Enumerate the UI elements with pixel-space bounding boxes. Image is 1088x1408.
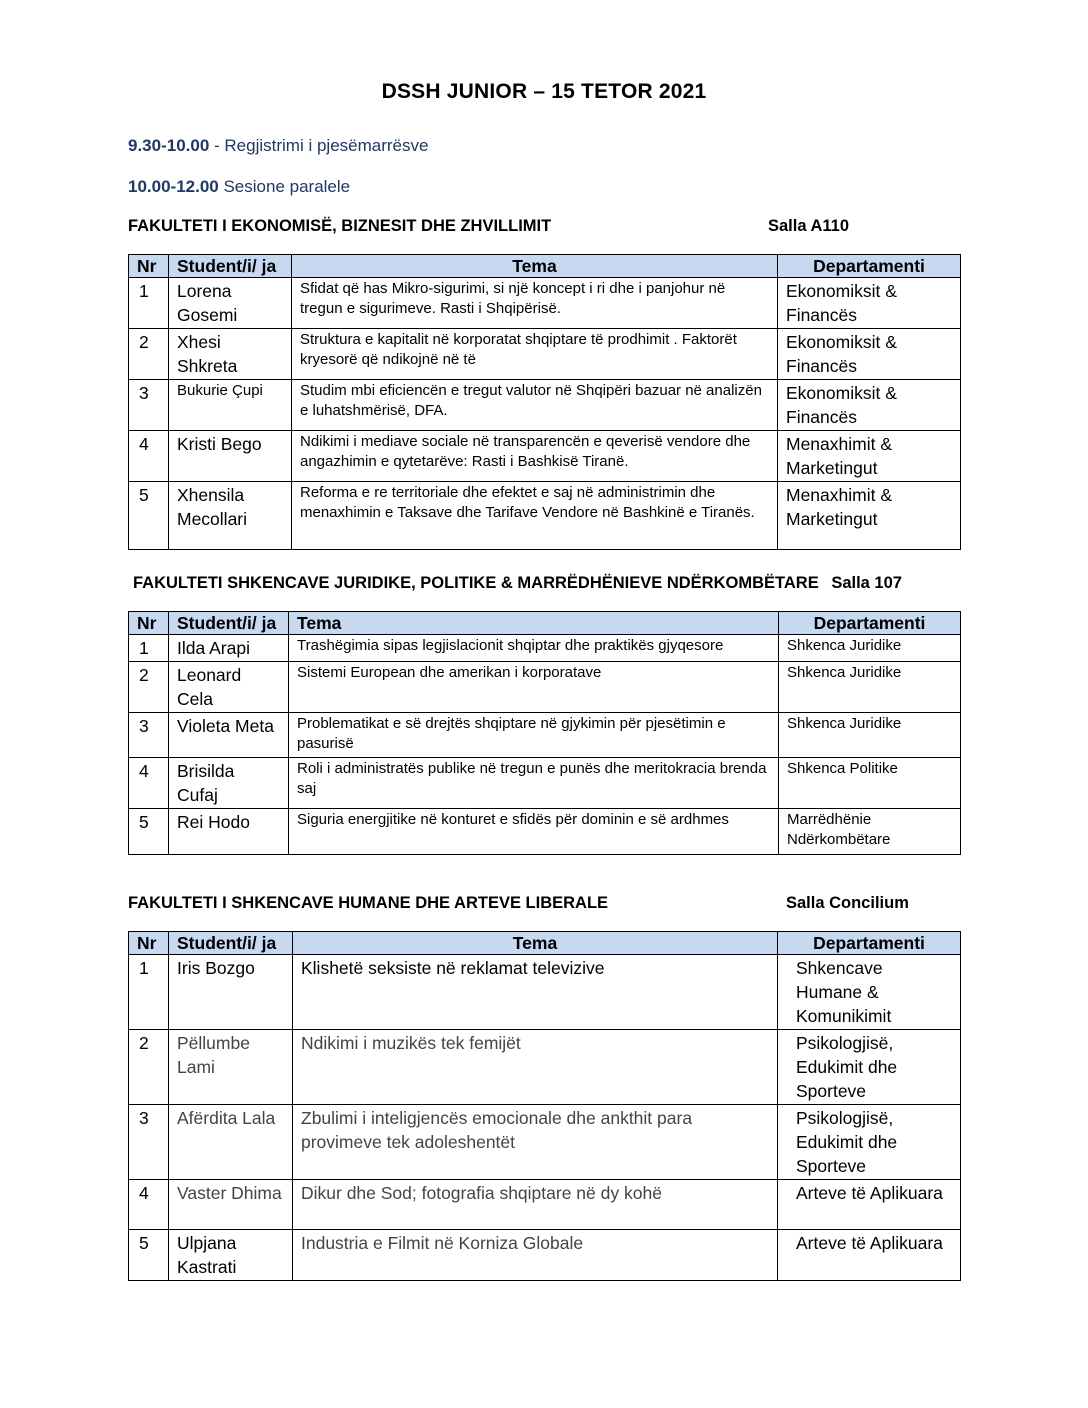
cell-dept: Psikologjisë, Edukimit dhe Sporteve — [778, 1030, 961, 1105]
cell-dept: Arteve të Aplikuara — [778, 1230, 961, 1281]
table-header-row — [129, 932, 961, 955]
cell-dept: Shkenca Politike — [779, 758, 961, 809]
room-label: Salla A110 — [768, 217, 850, 235]
cell-nr: 4 — [129, 758, 169, 809]
cell-student: Rei Hodo — [169, 809, 289, 855]
faculty-name: FAKULTETI SHKENCAVE JURIDIKE, POLITIKE & MARRËDHËNIEVE NDËRKOMBËTARE — [133, 574, 819, 592]
cell-student: Ulpjana Kastrati — [169, 1230, 293, 1281]
cell-nr: 1 — [129, 635, 169, 662]
faculty-heading-humanities — [128, 894, 960, 913]
col-header-nr: Nr — [129, 255, 169, 278]
table-row — [129, 662, 961, 713]
cell-tema: Dikur dhe Sod; fotografia shqiptare në dy kohë — [293, 1180, 778, 1230]
cell-nr: 5 — [129, 1230, 169, 1281]
table-row — [129, 809, 961, 855]
cell-student: Afërdita Lala — [169, 1105, 293, 1180]
cell-student: Leonard Cela — [169, 662, 289, 713]
schedule-registration — [128, 136, 428, 156]
cell-nr: 4 — [129, 431, 169, 482]
cell-tema: Ndikimi i mediave sociale në transparencën e qeverisë vendore dhe angazhimin e qytetarëve: Rasti i Bashkisë Tiranë. — [292, 431, 778, 482]
cell-dept: Marrëdhënie Ndërkombëtare — [779, 809, 961, 855]
cell-student: Pëllumbe Lami — [169, 1030, 293, 1105]
faculty-heading-law — [133, 574, 965, 593]
cell-nr: 5 — [129, 482, 169, 550]
col-header-student: Student/i/ ja — [169, 932, 293, 955]
schedule-time: 9.30-10.00 — [128, 136, 210, 155]
table-row — [129, 1105, 961, 1180]
cell-dept: Shkencave Humane & Komunikimit — [778, 955, 961, 1030]
table-row — [129, 635, 961, 662]
table-row — [129, 1180, 961, 1230]
table-row — [129, 1230, 961, 1281]
cell-dept: Shkenca Juridike — [779, 635, 961, 662]
col-header-nr: Nr — [129, 932, 169, 955]
cell-student: Violeta Meta — [169, 713, 289, 758]
cell-nr: 3 — [129, 380, 169, 431]
col-header-nr: Nr — [129, 612, 169, 635]
cell-tema: Klishetë seksiste në reklamat televizive — [293, 955, 778, 1030]
cell-tema: Siguria energjitike në konturet e sfidës për dominin e së ardhmes — [289, 809, 779, 855]
presentations-table-law — [128, 611, 961, 855]
room-label: Salla 107 — [831, 574, 902, 592]
presentations-table-economics — [128, 254, 961, 550]
cell-nr: 1 — [129, 278, 169, 329]
cell-student: Iris Bozgo — [169, 955, 293, 1030]
table-row — [129, 278, 961, 329]
cell-nr: 2 — [129, 662, 169, 713]
table-header-row — [129, 612, 961, 635]
col-header-dept: Departamenti — [779, 612, 961, 635]
cell-student: Ilda Arapi — [169, 635, 289, 662]
cell-student: Lorena Gosemi — [169, 278, 292, 329]
cell-tema: Studim mbi eficiencën e tregut valutor në Shqipëri bazuar në analizën e luhatshmërisë, DFA. — [292, 380, 778, 431]
cell-tema: Sistemi European dhe amerikan i korporatave — [289, 662, 779, 713]
col-header-tema: Tema — [289, 612, 779, 635]
cell-dept: Ekonomiksit & Financës — [778, 380, 961, 431]
cell-dept: Ekonomiksit & Financës — [778, 278, 961, 329]
cell-tema: Roli i administratës publike në tregun e punës dhe meritokracia brenda saj — [289, 758, 779, 809]
cell-dept: Shkenca Juridike — [779, 662, 961, 713]
room-label: Salla Concilium — [786, 894, 909, 912]
schedule-text: - Regjistrimi i pjesëmarrësve — [209, 136, 429, 155]
presentations-table-humanities — [128, 931, 961, 1281]
table-header-row — [129, 255, 961, 278]
cell-nr: 2 — [129, 329, 169, 380]
cell-student: Brisilda Cufaj — [169, 758, 289, 809]
page-title: DSSH JUNIOR – 15 TETOR 2021 — [381, 80, 707, 103]
cell-dept: Psikologjisë, Edukimit dhe Sporteve — [778, 1105, 961, 1180]
cell-student: Kristi Bego — [169, 431, 292, 482]
cell-tema: Struktura e kapitalit në korporatat shqiptare të prodhimit . Faktorët kryesorë që ndikojnë në të — [292, 329, 778, 380]
col-header-dept: Departamenti — [778, 255, 961, 278]
cell-dept: Menaxhimit & Marketingut — [778, 482, 961, 550]
cell-dept: Shkenca Juridike — [779, 713, 961, 758]
cell-tema: Zbulimi i inteligjencës emocionale dhe ankthit para provimeve tek adoleshentët — [293, 1105, 778, 1180]
col-header-dept: Departamenti — [778, 932, 961, 955]
cell-nr: 3 — [129, 1105, 169, 1180]
table-row — [129, 329, 961, 380]
cell-tema: Reforma e re territoriale dhe efektet e saj në administrimin dhe menaxhimin e Taksave dhe Tarifave Vendore në Bashkinë e Tiranës. — [292, 482, 778, 550]
table-row — [129, 713, 961, 758]
faculty-heading-economics — [128, 217, 960, 236]
cell-tema: Trashëgimia sipas legjislacionit shqiptar dhe praktikës gjyqesore — [289, 635, 779, 662]
faculty-name: FAKULTETI I SHKENCAVE HUMANE DHE ARTEVE LIBERALE — [128, 894, 609, 912]
cell-nr: 3 — [129, 713, 169, 758]
col-header-student: Student/i/ ja — [169, 612, 289, 635]
cell-student: Bukurie Çupi — [169, 380, 292, 431]
schedule-sessions — [128, 177, 350, 197]
cell-nr: 5 — [129, 809, 169, 855]
col-header-student: Student/i/ ja — [169, 255, 292, 278]
table-row — [129, 482, 961, 550]
cell-nr: 4 — [129, 1180, 169, 1230]
table-row — [129, 431, 961, 482]
cell-nr: 1 — [129, 955, 169, 1030]
cell-student: Xhesi Shkreta — [169, 329, 292, 380]
schedule-text: Sesione paralele — [218, 177, 351, 196]
cell-tema: Problematikat e së drejtës shqiptare në gjykimin për pjesëtimin e pasurisë — [289, 713, 779, 758]
cell-tema: Sfidat që has Mikro-sigurimi, si një koncept i ri dhe i panjohur në tregun e sigurimeve. Rasti i Shqipërisë. — [292, 278, 778, 329]
cell-nr: 2 — [129, 1030, 169, 1105]
table-row — [129, 380, 961, 431]
cell-tema: Ndikimi i muzikës tek femijët — [293, 1030, 778, 1105]
col-header-tema: Tema — [293, 932, 778, 955]
cell-student: Vaster Dhima — [169, 1180, 293, 1230]
cell-tema: Industria e Filmit në Korniza Globale — [293, 1230, 778, 1281]
cell-dept: Menaxhimit & Marketingut — [778, 431, 961, 482]
schedule-time: 10.00-12.00 — [128, 177, 219, 196]
table-row — [129, 758, 961, 809]
cell-dept: Arteve të Aplikuara — [778, 1180, 961, 1230]
faculty-name: FAKULTETI I EKONOMISË, BIZNESIT DHE ZHVILLIMIT — [128, 217, 552, 235]
table-row — [129, 955, 961, 1030]
cell-dept: Ekonomiksit & Financës — [778, 329, 961, 380]
cell-student: Xhensila Mecollari — [169, 482, 292, 550]
col-header-tema: Tema — [292, 255, 778, 278]
table-row — [129, 1030, 961, 1105]
